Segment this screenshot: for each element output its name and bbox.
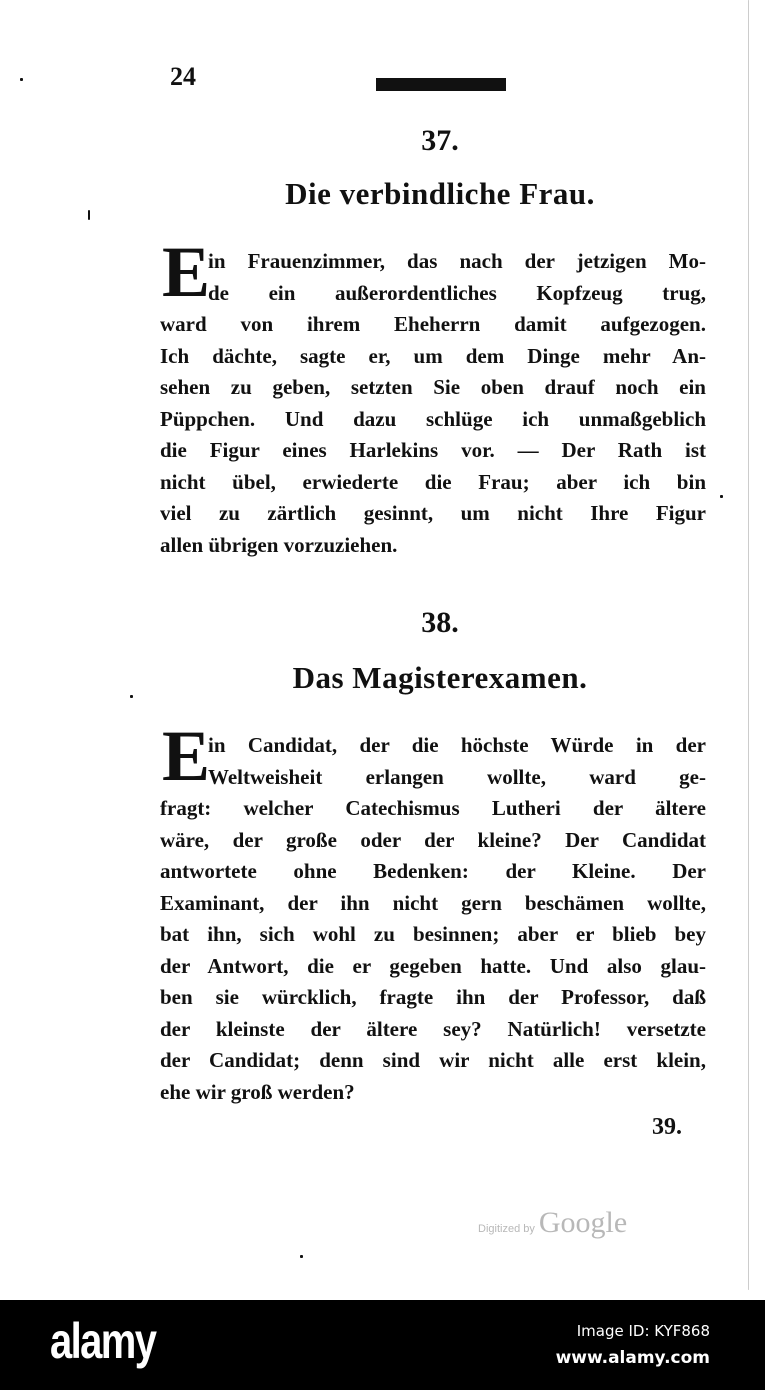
watermark-footer (0, 1300, 765, 1390)
text-line: allen übrigen vorzuziehen. (160, 532, 398, 557)
text-line: in Frauenzimmer, das nach der jetzigen Mo- (208, 249, 706, 273)
text-line: Ich dächte, sagte er, um dem Dinge mehr An- (160, 343, 706, 368)
alamy-url: www.alamy.com (555, 1348, 710, 1368)
text-line: in Candidat, der die höchste Würde in der (208, 733, 706, 757)
section-title-38: Das Magisterexamen. (292, 660, 588, 695)
text-line: Püppchen. Und dazu schlüge ich unmaßgeblich (160, 406, 706, 431)
text-line: der Candidat; denn sind wir nicht alle erst klein, (160, 1048, 706, 1072)
text-line: nicht übel, erwiederte die Frau; aber ich bin (160, 469, 706, 494)
drop-cap: E (162, 716, 211, 796)
page-edge (748, 0, 749, 1290)
drop-cap: E (162, 232, 211, 312)
catchword: 39. (652, 1114, 682, 1140)
text-line: sehen zu geben, setzten Sie oben drauf noch ein (160, 375, 706, 399)
header-rule (376, 78, 506, 88)
section-number-38: 38. (421, 606, 459, 639)
text-line: Examinant, der ihn nicht gern beschämen wollte, (160, 890, 706, 915)
section-title-37: Die verbindliche Frau. (285, 176, 595, 211)
text-line: der Antwort, die er gegeben hatte. Und also glau- (160, 953, 706, 978)
text-line: de ein außerordentliches Kopfzeug trug, (208, 280, 706, 305)
text-line: der kleinste der ältere sey? Natürlich! versetzte (160, 1016, 706, 1041)
section-number-37: 37. (421, 124, 459, 157)
text-line: fragt: welcher Catechismus Lutheri der ältere (160, 796, 706, 820)
digitized-by-google (478, 1206, 627, 1240)
alamy-logo: alamy (50, 1313, 156, 1369)
text-line: ben sie würcklich, fragte ihn der Professor, daß (160, 985, 706, 1009)
text-line: ward von ihrem Eheherrn damit aufgezogen. (160, 312, 706, 336)
text-line: antwortete ohne Bedenken: der Kleine. Der (160, 859, 706, 883)
scan-speck (720, 495, 723, 498)
google-wordmark: Google (538, 1206, 628, 1239)
text-line: wäre, der große oder der kleine? Der Candidat (160, 827, 706, 852)
text-line: ehe wir groß werden? (160, 1079, 355, 1104)
page-number: 24 (170, 62, 196, 91)
text-line: bat ihn, sich wohl zu besinnen; aber er blieb bey (160, 922, 706, 946)
digitized-prefix: Digitized by (478, 1223, 535, 1235)
text-line: viel zu zärtlich gesinnt, um nicht Ihre Figur (160, 501, 706, 525)
section-body-38 (160, 716, 706, 1108)
scan-speck (130, 695, 133, 698)
scan-speck (88, 210, 90, 220)
image-id: Image ID: KYF868 (576, 1322, 710, 1340)
scan-speck (300, 1255, 303, 1258)
section-body-37 (160, 232, 706, 561)
scan-speck (20, 78, 23, 81)
text-line: die Figur eines Harlekins vor. — Der Rath ist (160, 438, 706, 462)
text-line: Weltweisheit erlangen wollte, ward ge- (208, 764, 706, 789)
